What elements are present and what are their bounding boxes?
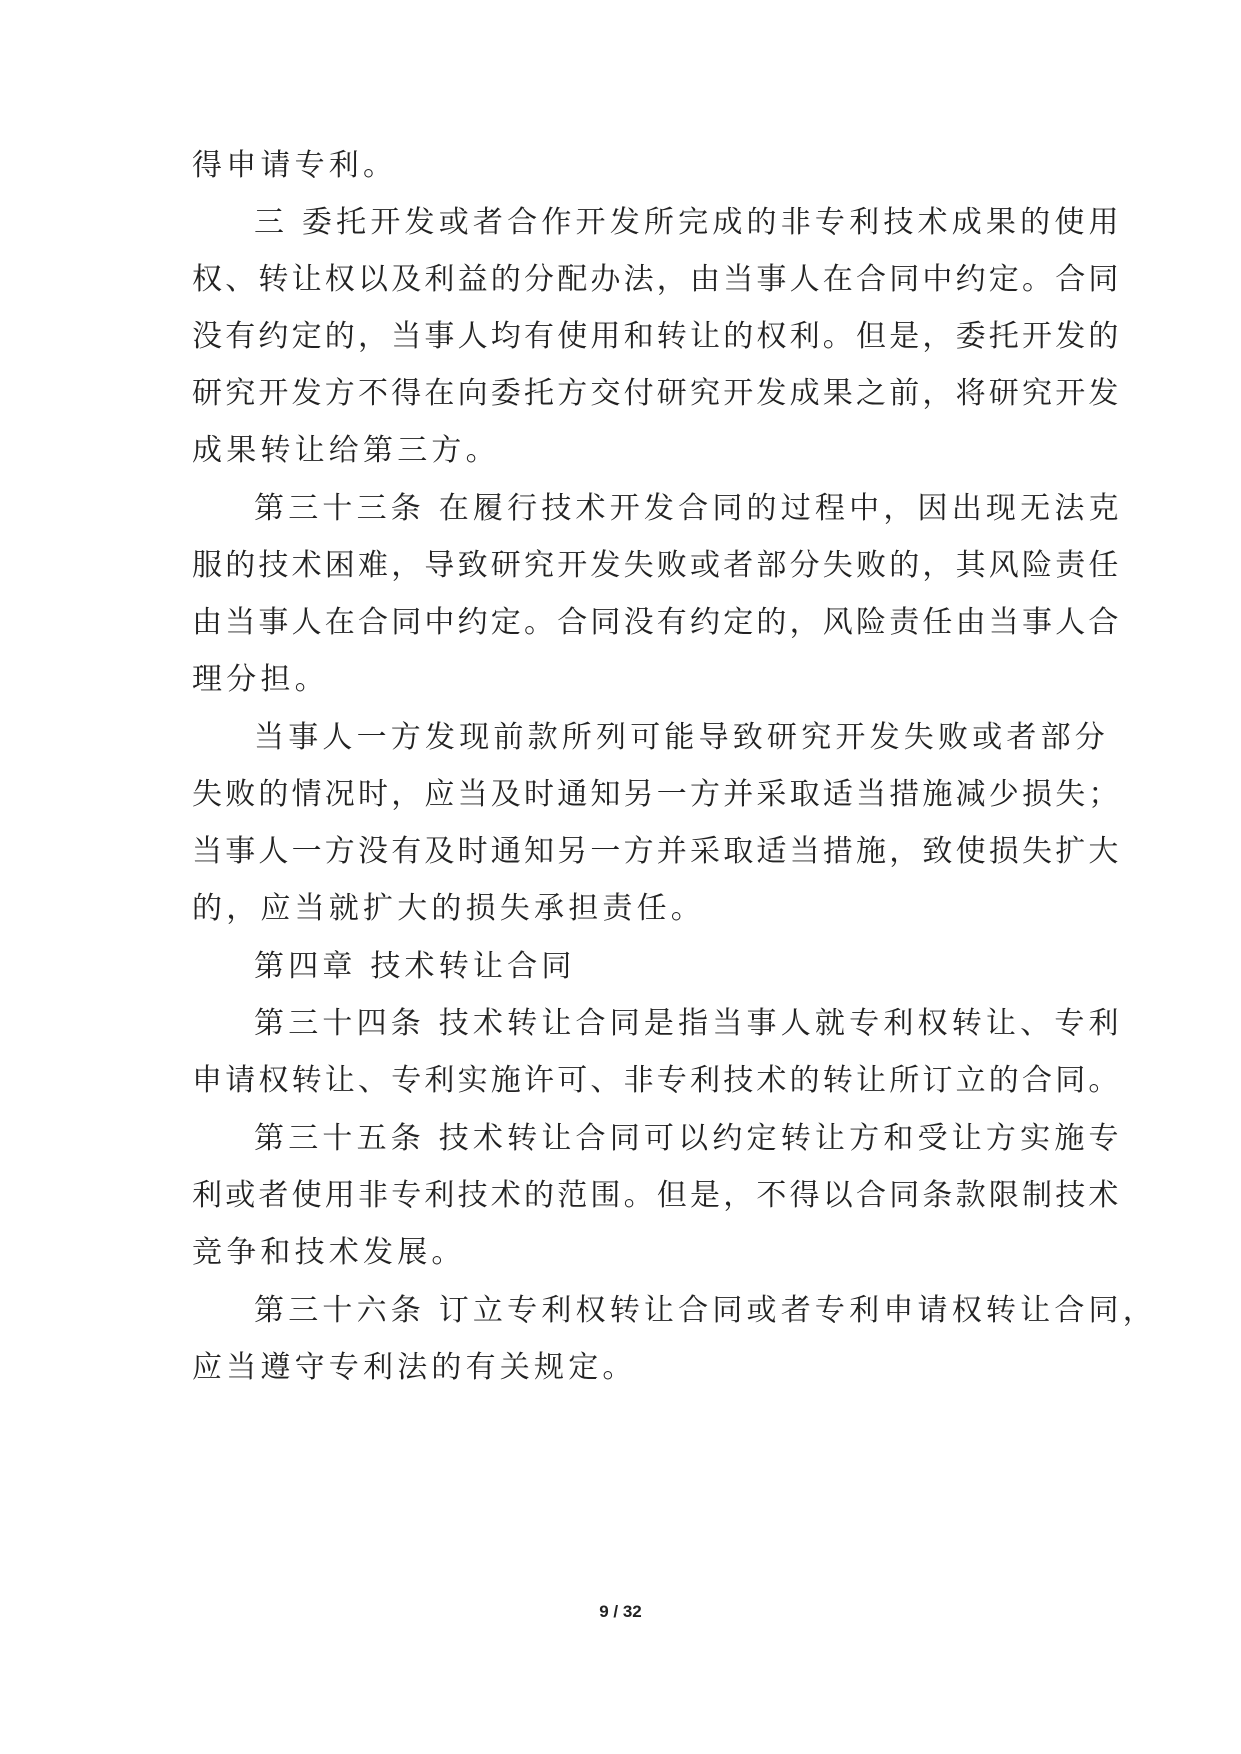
chapter-heading: 第四章 技术转让合同 <box>254 949 576 984</box>
text-line: 权、转让权以及利益的分配办法，由当事人在合同中约定。合同 <box>192 262 1122 297</box>
text-line: 失败的情况时，应当及时通知另一方并采取适当措施减少损失； <box>192 777 1122 812</box>
text-line: 应当遵守专利法的有关规定。 <box>192 1350 637 1385</box>
text-line: 没有约定的，当事人均有使用和转让的权利。但是，委托开发的 <box>192 319 1122 354</box>
text-line: 研究开发方不得在向委托方交付研究开发成果之前，将研究开发 <box>192 376 1122 411</box>
text-line: 成果转让给第三方。 <box>192 433 500 468</box>
text-line: 得申请专利。 <box>192 148 398 183</box>
page-number: 9 / 32 <box>599 1602 642 1621</box>
text-line: 第三十六条 订立专利权转让合同或者专利申请权转让合同， <box>254 1293 1157 1328</box>
text-line: 利或者使用非专利技术的范围。但是，不得以合同条款限制技术 <box>192 1178 1122 1213</box>
text-line: 申请权转让、专利实施许可、非专利技术的转让所订立的合同。 <box>192 1063 1122 1098</box>
text-line: 第三十四条 技术转让合同是指当事人就专利权转让、专利 <box>254 1006 1123 1041</box>
text-line: 理分担。 <box>192 662 329 697</box>
text-line: 的，应当就扩大的损失承担责任。 <box>192 891 705 926</box>
text-line: 第三十五条 技术转让合同可以约定转让方和受让方实施专 <box>254 1121 1123 1156</box>
text-line: 由当事人在合同中约定。合同没有约定的，风险责任由当事人合 <box>192 605 1122 640</box>
text-line: 竞争和技术发展。 <box>192 1235 466 1270</box>
text-line: 服的技术困难，导致研究开发失败或者部分失败的，其风险责任 <box>192 548 1122 583</box>
text-line: 当事人一方没有及时通知另一方并采取适当措施，致使损失扩大 <box>192 834 1122 869</box>
text-line: 三 委托开发或者合作开发所完成的非专利技术成果的使用 <box>254 205 1123 240</box>
text-line: 第三十三条 在履行技术开发合同的过程中，因出现无法克 <box>254 491 1123 526</box>
text-line: 当事人一方发现前款所列可能导致研究开发失败或者部分 <box>254 720 1109 755</box>
